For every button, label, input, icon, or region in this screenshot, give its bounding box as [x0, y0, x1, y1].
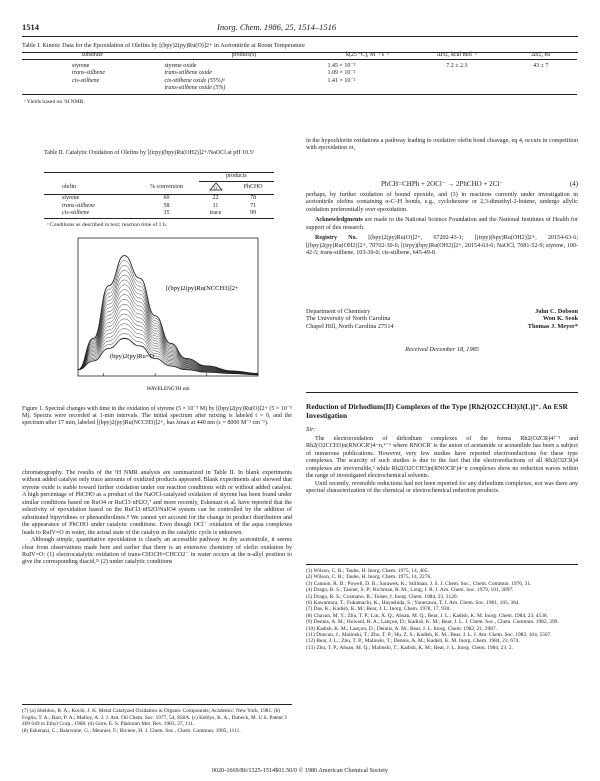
address-line: Department of Chemistry [306, 308, 371, 315]
reference: (7) Das, K.; Kadish, K. M.; Bear, J. L. Inorg. Chem. 1978, 17, 930. [306, 606, 451, 613]
paragraph: in the hypochlorite oxidations a pathway leading to oxidative olefin bond cleavage, eq 4, occurs in competition with epoxidation or, [306, 138, 578, 152]
page-header [22, 22, 578, 32]
reference: (5) Drago, R. S.; Cosmano, R.; Telser, J. Inorg. Chem. 1984, 23, 3120. [306, 593, 458, 600]
svg-text:O: O [213, 185, 217, 191]
table-header-cell: k(25 °C), M⁻¹ s⁻¹ [345, 52, 389, 58]
spectrum-intermediate [78, 295, 258, 375]
equation-number: (4) [569, 180, 578, 188]
reference: (13) Zhu, T. P.; Ahsan, M. Q.; Malinski, T.; Kadish, K. M.; Bear, J. L. Inorg. Chem. 1984, 23, 2. [306, 644, 513, 651]
paragraph: perhaps, by further oxidation of bound epoxide, and (3) in reactions currently under investigation in acetonitrile olefins containing α-C–H bonds, e.g., cyclohexene or 2,3-dimethyl-2-butene, undergo allylic oxidation preferentially over epoxidation. [306, 192, 578, 213]
table-row: cis-stilbene cis-stilbene oxide (55%)ᵃ 1.41 × 10⁻² [72, 77, 356, 84]
plot-frame [78, 238, 258, 376]
table-header-row: olefin % conversion O PhCHO [44, 181, 274, 195]
table1-footnote: ᵃ Yields based on ¹H NMR. [24, 99, 85, 106]
received-date: Received December 18, 1985 [405, 346, 479, 353]
article-body [306, 436, 578, 496]
author-name: Won K. Seok [542, 315, 578, 323]
table-row: trans-stilbene oxide (5%) [164, 84, 226, 91]
reference: (8) Chavan, M. Y.; Zhu, T. P.; Lin, X. Q.; Ahsan, M. Q.; Bear, J. L.; Kadish, K. M. Inorg. Chem. 1984, 23, 4538. [306, 612, 549, 619]
left-references [22, 708, 292, 734]
reference: (12) Bear, J. L.; Zhu, T. P.; Malinski, T.; Dennis, A. M.; Kadish, K. M. Inorg. Chem. 1984, 23, 674. [306, 638, 520, 645]
reference: (7) (a) Sheldon, R. A.; Kochi, J. K. Metal Catalyzed Oxidation in Organic Compounds; Academic: New York, 1981. (b) Foglia, T. A.; Barr, P. A.; Malloy, A. J. J. Am. Oil Chem. Soc. 1977, 54, 858A. (c) Keblys, K. A.; Dubeck, M. U.S. Patent 3 409 649 to Ethyl Corp., 1968. (d) Gore, E. S. Platinum Met. Rev. 1983, 27, 111. [22, 708, 287, 727]
paragraph: The electrooxidation of dirhodium complexes of the forms Rh2(O2CR)4¹⁻³ and Rh2(O2CCH3)n(RNOCR')4−n,⁴⁻⁵ where RNOCR' is the anion of acetamide or acetanilide has been a subject of numerous publications. However, very few studies have reported electroreductions for these type complexes. The scarcity of such studies is due to the fact that the electroreductions of all Rh2(O2CR)4 complexes are irreversible,³ while Rh2(O2CCH3)n(RNOCR')4−n complexes show no reduction waves within the range of investigated electrochemical solvents. [306, 436, 578, 480]
table-row: styrene 60 22 78 [62, 195, 257, 202]
page-footer: 0020-1669/86/1325-1514$01.50/0 © 1986 American Chemical Society [211, 767, 389, 774]
table2-footnote: ᵃ Conditions as described in text; reaction time of 1 h. [47, 221, 168, 228]
table-header-cell: product(s) [231, 52, 257, 58]
table1 [22, 52, 577, 106]
address-line: Chapel Hill, North Carolina 27514 [306, 322, 394, 330]
author-name: John C. Dobson [535, 308, 578, 315]
registry-text: [(bpy)2(py)Ru(O)]2+, 67202-43-1; [(trpy)(bpy)Ru(OH2)]2+, 20154-63-6; [(bpy)2(py)Ru(OH2)]2+, 70702-30-6; [(trpy)(bpy)Ru(OH2)]2+, 20154-63-6; NaOCl, 7681-52-9; styrene, 100-42-5; trans-stilbene, 103-30-0; cis-stilbene, 645-49-8. [306, 235, 579, 257]
reference: (8) Eskenazi, C.; Balavoine, G.; Meunier, F.; Riviere, H. J. Chem. Soc., Chem. Commun. 1985, 1111. [22, 727, 241, 734]
table1-caption: Table I. Kinetic Data for the Epoxidation of Olefins by [(bpy)2(py)Ru(O)]2+ in Acetonitrile at Room Temperature [22, 42, 305, 49]
table-header-cell: ΔS‡, eu [531, 52, 551, 58]
registry-title: Registry No. [315, 235, 358, 242]
table-row: cis-stilbene 35 trace 99 [44, 210, 274, 218]
reference: (4) Drago, R. S.; Tanner, S. P.; Richman, R. M.; Long, J. R. J. Am. Chem. Soc. 1979, 101, 2897. [306, 587, 514, 594]
spectrum-intermediate [78, 260, 258, 373]
annotation-oxo-complex: (bpy)2(py)Ru=O [110, 353, 155, 360]
right-column-intro [306, 138, 578, 153]
right-column-continued [306, 192, 578, 258]
reference: (1) Wilson, C. R.; Taube, H. Inorg. Chem. 1975, 14, 405. [306, 568, 429, 574]
reference: (6) Kawamura, T.; Fukamachi, K.; Hayashida, S.; Yonezawa, T. J. Am. Chem. Soc. 1981, 103, 364. [306, 600, 520, 607]
author-name: Thomas J. Meyer* [527, 322, 578, 330]
paragraph: Until recently, reversible reductions had not been reported for any dirhodium complexes, nor was there any spectral characterization of the chemical or electrochemical reduction products. [306, 480, 578, 495]
acknowledgments-text: are made to the National Science Foundation and the National Institutes of Health for support of this research. [306, 217, 579, 231]
table-header-cell: ΔH‡, kcal mol⁻¹ [436, 52, 477, 58]
acknowledgments-title: Acknowledgments [315, 217, 363, 224]
page-number: 1514 [22, 22, 39, 32]
table-header-cell: substrate [81, 52, 103, 58]
left-column-body [22, 470, 292, 567]
table2-caption: Table II. Catalytic Oxidation of Olefins by [(trpy)(bpy)Ru(OH2)]2+/NaOCl at pH 10.5ᵃ [44, 150, 255, 156]
table2 [44, 172, 274, 230]
spectral-chart [48, 230, 288, 398]
reference: (3) Cannon, R. D.; Powell, D. B.; Sarawek, K.; Stillman, J. S. J. Chem. Soc., Chem. Commun. 1976, 31. [306, 580, 532, 587]
right-references [306, 568, 578, 651]
annotation-acetonitrile-complex: [(bpy)2(py)Ru(NCCH3)]2+ [166, 285, 239, 292]
equation-4 [306, 180, 578, 188]
reference: (2) Wilson, C. R.; Taube, H. Inorg. Chem. 1975, 14, 2276. [306, 574, 432, 581]
x-axis-label: WAVELENGTH nm [146, 386, 190, 392]
author-address-block [306, 308, 578, 330]
paragraph: Although simple, quantitative epoxidation is clearly an accessible pathway in dry acetonitrile, it seems clear from observations made here and earlier that there is an extensive chemistry of olefin oxidation by RuIV=O: (1) electrocatalytic oxidation of trans-CH3CH=CHCO2⁻ in water occurs at the α-allyl position to give the corresponding diacid,²ᵃ (2) under catalytic conditions [22, 537, 292, 566]
article-title: Reduction of Dirhodium(II) Complexes of the Type [Rh2(O2CCH3)3(L)]⁺. An ESR Investigation [306, 402, 568, 420]
equation-text: PhCH=CHPh + 2OCl⁻ → 2PhCHO + 2Cl⁻ [381, 180, 503, 188]
table-row: styrene styrene oxide 1.45 × 10⁻² 7.2 ± 2.3 43 ± 7 [72, 63, 549, 70]
paragraph: chromatography. The results of the ¹H NMR analysis are summarized in Table II. In blank experiments without added catalyst only trace amounts of oxidized products appeared. Blank experiments also showed that styrene oxide is stable toward further oxidation under our reaction conditions with or without added catalyst. A high percentage of PhCHO as a product of the NaOCl-catalyzed oxidation of styrene has been found under similar conditions based on RuO4 or RuCl3·nH2O,⁷ and more recently, Eskenazi et al. have reported that the selectivity of epoxidation based on the RuCl3·nH2O/NaIO4 system can be controlled by the addition of substituted bipyridines or phenanthrolines.⁸ We cannot yet account for the change in product distribution and the appearance of PhCHO under catalytic conditions. Even though OCl⁻ oxidation of the aqua complexes leads to RuIV=O in water, the actual state of the catalyst in the catalytic cycle is unknown. [22, 470, 292, 536]
reference: (11) Duncan, J.; Malinski, T.; Zhu, T. P.; Hu, Z. S.; Kadish, K. M.; Bear, J. L. J. Am. Chem. Soc. 1982, 104, 5507. [306, 632, 552, 639]
table-header-row [22, 52, 577, 60]
table-row: trans-stilbene trans-stilbene oxide 1.09 × 10⁻² [72, 70, 356, 77]
salutation: Sir: [306, 426, 316, 433]
epoxide-icon [209, 182, 223, 191]
reference: (10) Kadish, K. M.; Lançon, D.; Dennis, A. M.; Bear, J. L. Inorg. Chem. 1982, 21, 2987. [306, 625, 498, 632]
table2-group-header: products [199, 173, 274, 182]
figure-caption: Figure 1. Spectral changes with time in the oxidation of styrene (5 × 10⁻³ M) by [(bpy)2(py)Ru(O)]2+ (5 × 10⁻⁵ M). Spectra were recorded at 1-min intervals. The initial spectrum after mixing is labeled t = 0, and the spectrum after 17 min, labeled [(bpy)2(py)Ru(NCCH3)]2+, has λmax at 440 nm (ε = 8000 M⁻¹ cm⁻¹). [22, 406, 292, 427]
journal-citation: Inorg. Chem. 1986, 25, 1514–1516 [217, 22, 337, 32]
reference: (9) Dennis, A. M.; Howard, R. A.; Lançon, D.; Kadish, K. M.; Bear, J. L. J. Chem. Soc., Chem. Commun. 1982, 399. [306, 619, 559, 626]
table-row: trans-stilbene 58 11 71 [62, 202, 257, 209]
epoxide-structure [199, 181, 232, 195]
address-line: The University of North Carolina [306, 315, 391, 323]
